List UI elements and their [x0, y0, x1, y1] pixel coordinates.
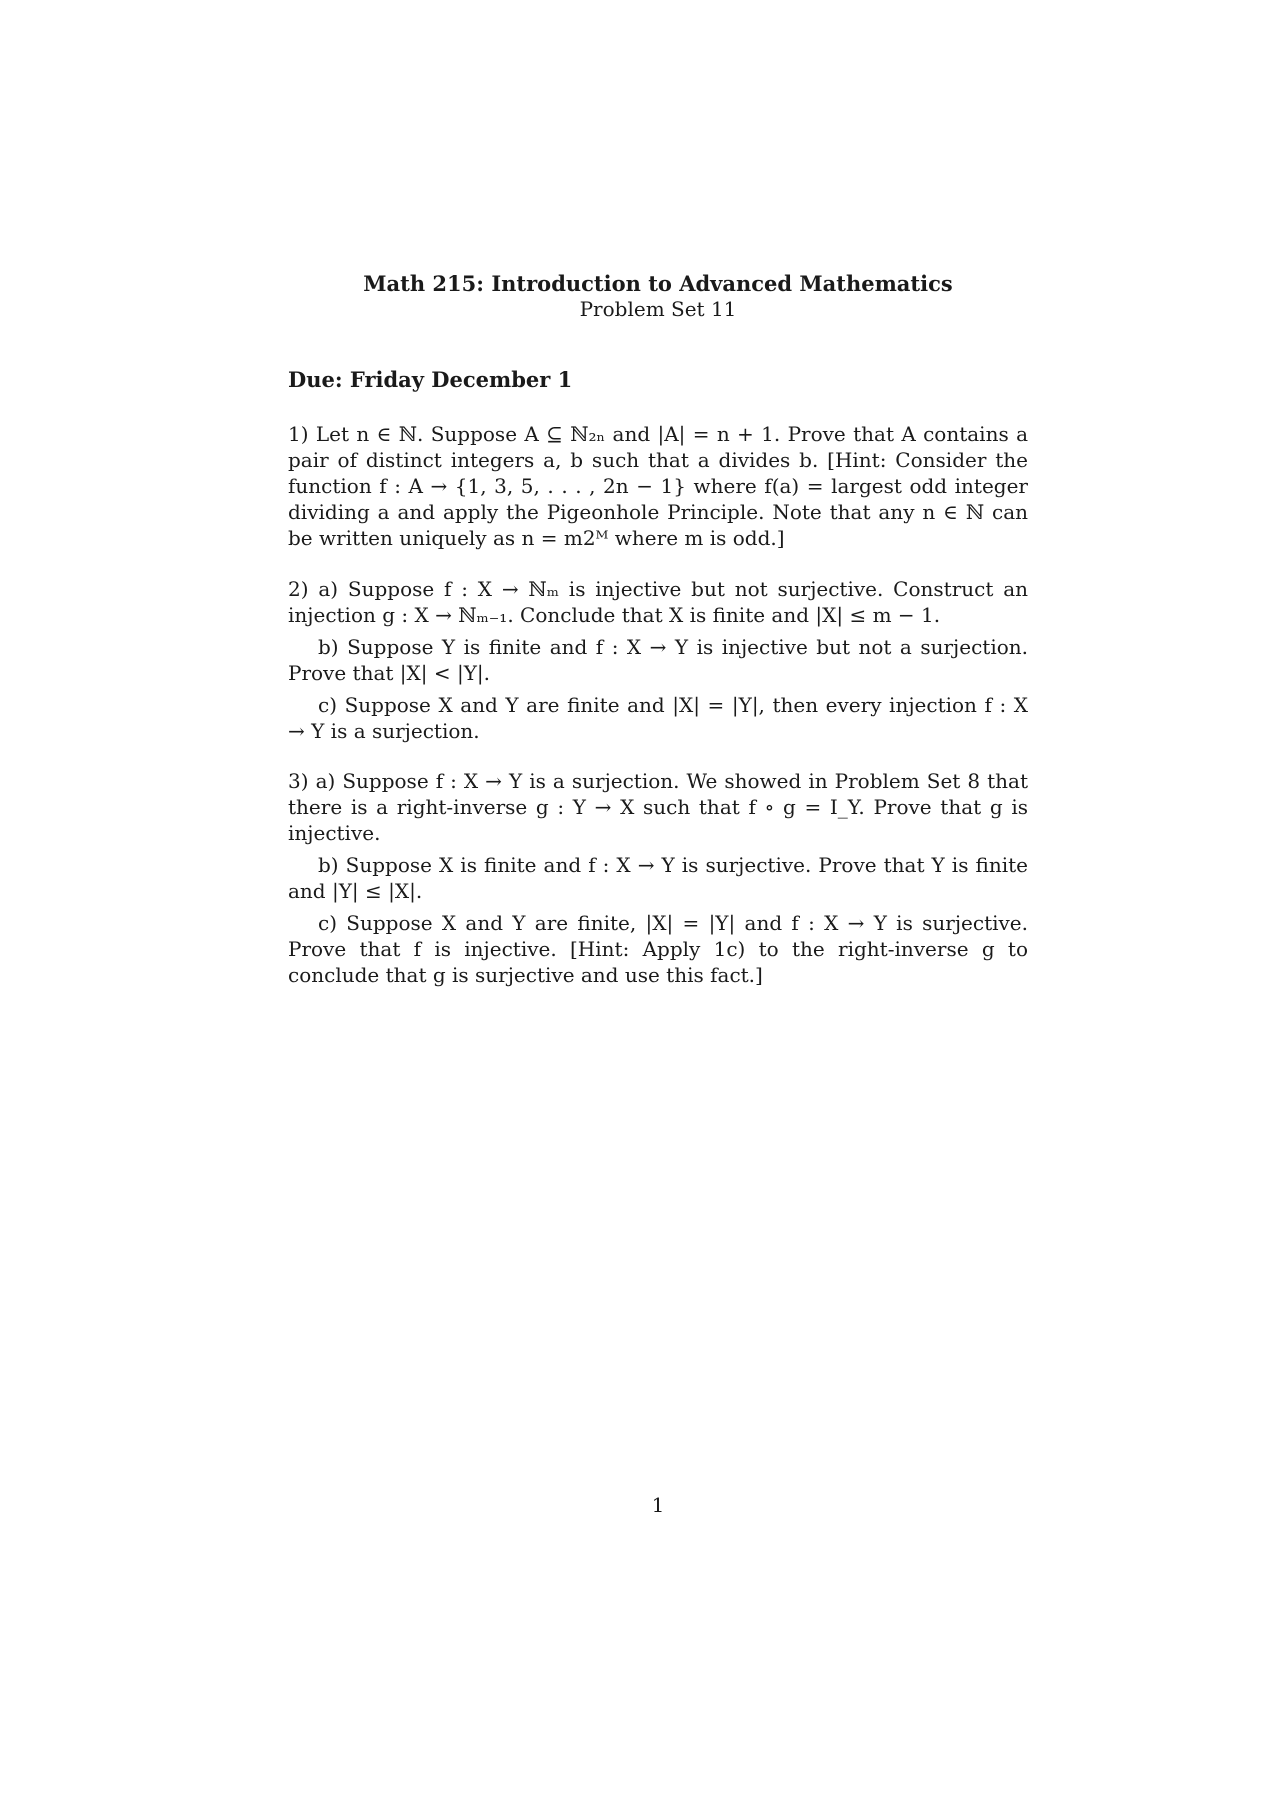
document-title: Math 215: Introduction to Advanced Mathematics [363, 271, 953, 296]
document-subtitle: Problem Set 11 [579, 297, 737, 321]
problem-3a-text: 3) a) Suppose f : X → Y is a surjection. We showed in Problem Set 8 that there is a right-inverse g : Y → X such that f ∘ g = I_Y. Prove that g is injective. [288, 769, 1028, 845]
problem-2a-text: 2) a) Suppose f : X → ℕₘ is injective but not surjective. Construct an injection g : X → ℕₘ₋₁. Conclude that X is finite and |X| ≤ m − 1. [288, 577, 1028, 627]
problem-3 [288, 768, 1028, 994]
problem-2b-text: b) Suppose Y is finite and f : X → Y is injective but not a surjection. Prove that |X| < |Y|. [288, 635, 1028, 685]
problem-1-text: 1) Let n ∈ ℕ. Suppose A ⊆ ℕ₂ₙ and |A| = n + 1. Prove that A contains a pair of distinct integers a, b such that a divides b. [Hint: Consider the function f : A → {1, 3, 5, . . . , 2n − 1} where f(a) = largest odd integer dividing a and apply the Pigeonhole Principle. Note that any n ∈ ℕ can be written uniquely as n = m2ᴹ where m is odd.] [288, 422, 1028, 550]
problem-3b-text: b) Suppose X is finite and f : X → Y is surjective. Prove that Y is finite and |Y| ≤ |X|. [288, 853, 1028, 903]
problem-2c-text: c) Suppose X and Y are finite and |X| = |Y|, then every injection f : X → Y is a surjection. [288, 693, 1028, 743]
problem-1 [288, 421, 1028, 557]
due-date: Due: Friday December 1 [288, 367, 573, 392]
problem-2 [288, 576, 1028, 750]
page-number: 1 [651, 1493, 665, 1517]
problem-3c-text: c) Suppose X and Y are finite, |X| = |Y| and f : X → Y is surjective. Prove that f is injective. [Hint: Apply 1c) to the right-inverse g to conclude that g is surjective and use this fact.] [288, 911, 1028, 987]
